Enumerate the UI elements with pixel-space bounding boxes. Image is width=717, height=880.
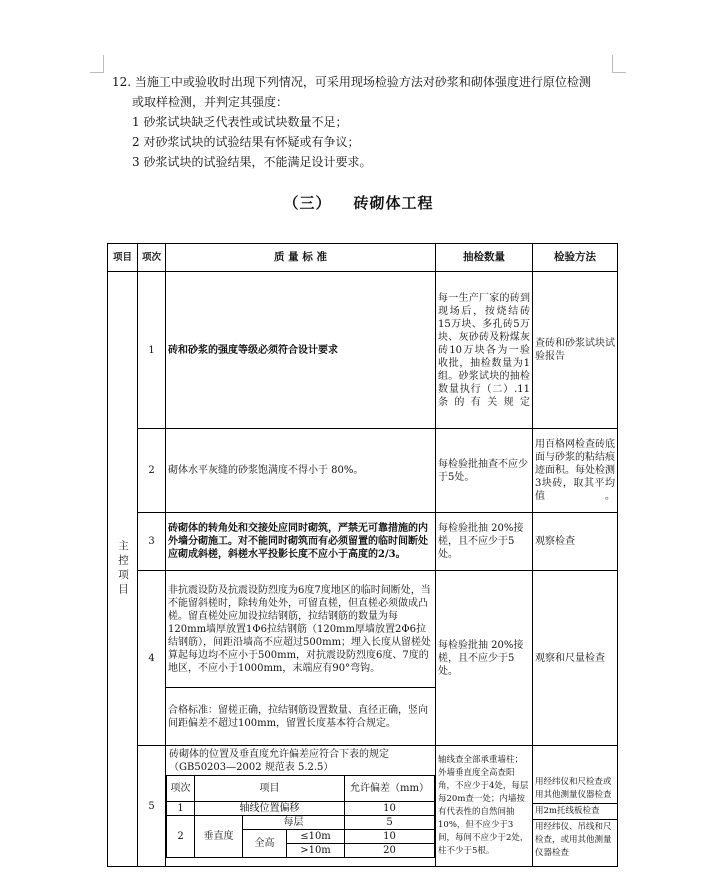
intro-item: 1 砂浆试块缺乏代表性或试块数量不足； <box>132 115 348 129</box>
group-cell <box>108 272 138 867</box>
tol-sub2: ≤10m <box>287 830 345 844</box>
row-sampling: 每一生产厂家的砖到现场后，按烧结砖15万块、多孔砖5万块、灰砂砖及粉煤灰砖10万块各为一验收批，抽检数量为1组。砂浆试块的抽检数量执行（二）.11条的有关规定 <box>436 272 533 429</box>
row-standard <box>166 746 436 867</box>
row-method: 观察和尺量检查 <box>533 571 618 746</box>
crop-mark <box>103 55 104 73</box>
tol-value: 20 <box>345 844 435 858</box>
crop-mark <box>612 55 613 73</box>
header-item: 项目 <box>108 244 138 272</box>
intro-line: 或取样检测，并判定其强度： <box>132 95 289 109</box>
method-axis: 用经纬仪和尺检查或用其他测量仪器检查 <box>533 751 617 804</box>
table-row <box>108 429 618 513</box>
row-standard: 砖砌体的转角处和交接处应同时砌筑，严禁无可靠措施的内外墙分砌施工。对不能同时砌筑而有必须留置的临时间断处应砌成斜槎，斜槎水平投影长度不应小于高度的2/3。 <box>166 513 436 571</box>
method-full-height: 用经纬仪、吊线和尺检查，或用其他测量仪器检查 <box>535 822 612 858</box>
tol-header-tol: 允许偏差（mm） <box>345 776 435 802</box>
row-seq: 4 <box>138 571 166 746</box>
row-method: 用百格网检查砖底面与砂浆的粘结痕迹面积。每处检测3块砖，取其平均值。 <box>533 429 618 513</box>
table-row <box>108 513 618 571</box>
tol-sub2: >10m <box>287 844 345 858</box>
row-seq: 3 <box>138 513 166 571</box>
tol-item: 垂直度 <box>195 816 243 858</box>
row-standard: 非抗震设防及抗震设防烈度为6度7度地区的临时间断处，当不能留斜槎时，除转角处外，可留直槎，但直槎必须做成凸槎。留直槎处应加设拉结钢筋，拉结钢筋的数量为每120mm墙厚放置1Φ6拉结钢筋（120mm厚墙放置2Φ6拉结钢筋），间距沿墙高不应超过500mm；埋入长度从留槎处算起每边均不应小于500mm，对抗震设防烈度6度、7度的地区，不应小于1000mm，末端应有90°弯钩。 <box>166 571 436 688</box>
header-seq: 项次 <box>138 244 166 272</box>
tolerance-header-row <box>167 776 435 802</box>
row-seq: 1 <box>138 272 166 429</box>
header-standard: 质 量 标 准 <box>166 244 436 272</box>
row-sampling: 每检验批抽查不应少于5处。 <box>436 429 533 513</box>
section-number: （三） <box>283 194 332 212</box>
tolerance-row <box>167 802 435 816</box>
intro-item: 3 砂浆试块的试验结果，不能满足设计要求。 <box>132 155 372 169</box>
row-standard: 砌体水平灰缝的砂浆饱满度不得小于 80%。 <box>166 429 436 513</box>
table-row <box>108 571 618 688</box>
header-sampling: 抽检数量 <box>436 244 533 272</box>
tol-sub: 每层 <box>243 816 345 830</box>
row-sampling: 轴线查全部承重墙柱；外墙垂直度全高查阳角，不应少于4处，每层每20m查一处；内墙按有代表性的自然间抽10%，但不应少于3间，每间不应少于2处，柱不少于5根。 <box>436 746 533 867</box>
row-sampling: 每检验批抽 20%接槎，且不应少于5处。 <box>436 571 533 746</box>
quality-table <box>107 243 618 867</box>
tol-value: 10 <box>345 830 435 844</box>
tol-seq: 1 <box>167 802 195 816</box>
section-title: 砖砌体工程 <box>353 194 434 212</box>
group-label: 主控项目 <box>117 540 129 598</box>
section-heading <box>0 192 717 213</box>
row-seq: 5 <box>138 746 166 867</box>
intro-line: 12. 当施工中或验收时出现下列情况，可采用现场检验方法对砂浆和砌体强度进行原位检测 <box>112 75 591 89</box>
intro-item: 2 对砂浆试块的试验结果有怀疑或有争议； <box>132 135 360 149</box>
crop-mark <box>90 72 104 73</box>
crop-mark <box>612 72 626 73</box>
table-row <box>108 746 618 867</box>
tol-value: 5 <box>345 816 435 830</box>
method-per-floor: 用2m托线板检查 <box>533 804 617 820</box>
row-standard-intro: 砖砌体的位置及垂直度允许偏差应符合下表的规定（GB50203—2002 规范表 5.2.5） <box>169 749 389 773</box>
table-header-row <box>108 244 618 272</box>
row-method: 查砖和砂浆试块试验报告 <box>533 272 618 429</box>
tolerance-table <box>166 775 435 858</box>
intro-clause <box>112 72 612 172</box>
tol-sub: 全高 <box>243 830 287 858</box>
row-method: 观察检查 <box>533 513 618 571</box>
row-seq: 2 <box>138 429 166 513</box>
row-standard: 砖和砂浆的强度等级必须符合设计要求 <box>166 272 436 429</box>
tol-seq: 2 <box>167 816 195 858</box>
header-method: 检验方法 <box>533 244 618 272</box>
table-row <box>108 272 618 429</box>
tol-item: 轴线位置偏移 <box>195 802 345 816</box>
tol-header-seq: 项次 <box>167 776 195 802</box>
tol-header-item: 项目 <box>195 776 345 802</box>
row-sampling: 每检验批抽 20%接槎，且不应少于5处。 <box>436 513 533 571</box>
tolerance-row <box>167 816 435 830</box>
tol-value: 10 <box>345 802 435 816</box>
row-standard-criteria: 合格标准：留槎正确，拉结钢筋设置数量、直径正确，竖向间距偏差不超过100mm，留置长度基本符合规定。 <box>166 688 436 746</box>
row-method <box>533 746 618 867</box>
